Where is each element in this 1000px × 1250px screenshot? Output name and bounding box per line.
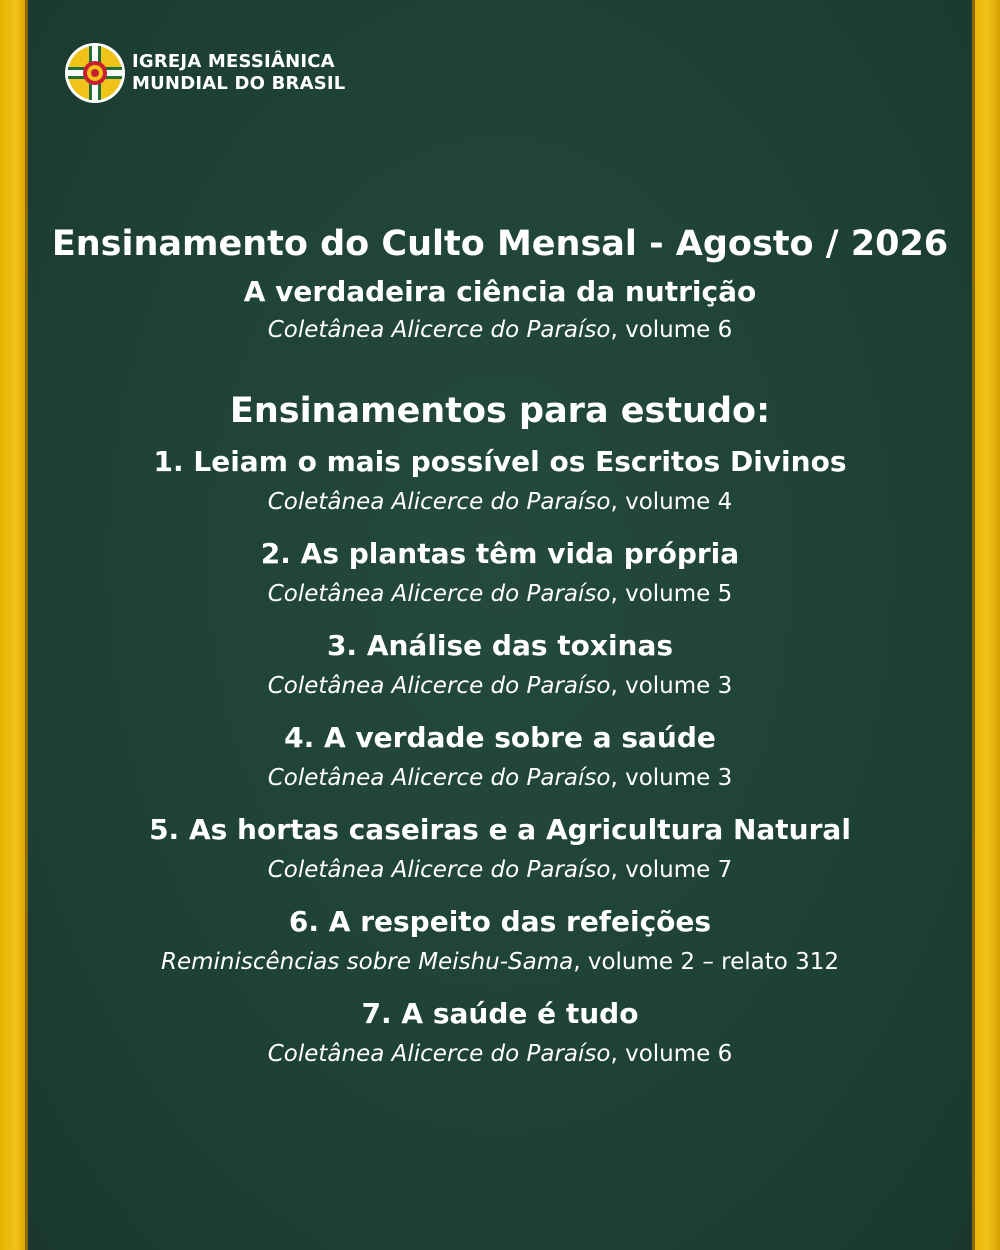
study-item [28, 898, 972, 978]
study-item [28, 530, 972, 610]
reference-volume: , volume 6 [610, 317, 733, 343]
church-logo [64, 42, 345, 104]
study-item-reference [28, 762, 972, 794]
reference-book: Coletânea Alicerce do Paraíso [267, 581, 611, 607]
reference-book: Coletânea Alicerce do Paraíso [267, 673, 611, 699]
main-content [28, 218, 972, 1070]
reference-book: Coletânea Alicerce do Paraíso [267, 1041, 611, 1067]
monthly-teaching-reference [28, 314, 972, 346]
reference-book: Coletânea Alicerce do Paraíso [267, 765, 611, 791]
study-item-reference [28, 946, 972, 978]
reference-volume: , volume 7 [610, 857, 733, 883]
study-item-reference [28, 854, 972, 886]
reference-volume: , volume 2 – relato 312 [573, 949, 840, 975]
study-item-title: 1. Leiam o mais possível os Escritos Divinos [153, 445, 847, 478]
study-item [28, 622, 972, 702]
study-heading: Ensinamentos para estudo: [229, 391, 771, 431]
reference-book: Coletânea Alicerce do Paraíso [267, 317, 611, 343]
church-name-line1: IGREJA MESSIÂNICA [132, 51, 335, 72]
reference-volume: , volume 3 [610, 765, 733, 791]
study-item-title: 7. A saúde é tudo [361, 997, 639, 1030]
study-item [28, 806, 972, 886]
study-item [28, 990, 972, 1070]
reference-volume: , volume 4 [610, 489, 733, 515]
page-title: Ensinamento do Culto Mensal - Agosto / 2026 [51, 224, 949, 264]
reference-book: Reminiscências sobre Meishu-Sama [160, 949, 574, 975]
study-item-reference [28, 578, 972, 610]
church-emblem-icon [64, 42, 126, 104]
reference-volume: , volume 5 [610, 581, 733, 607]
gold-border-right [972, 0, 1000, 1250]
study-item-reference [28, 486, 972, 518]
study-item [28, 438, 972, 518]
church-name-line2: MUNDIAL DO BRASIL [132, 73, 346, 94]
study-item-title: 4. A verdade sobre a saúde [284, 721, 716, 754]
study-item-title: 3. Análise das toxinas [326, 629, 674, 662]
study-item-reference [28, 670, 972, 702]
reference-book: Coletânea Alicerce do Paraíso [267, 489, 611, 515]
study-item-title: 6. A respeito das refeições [288, 905, 712, 938]
gold-border-left [0, 0, 28, 1250]
study-item [28, 714, 972, 794]
reference-volume: , volume 3 [610, 673, 733, 699]
study-item-title: 5. As hortas caseiras e a Agricultura Natural [149, 813, 851, 846]
study-item-reference [28, 1038, 972, 1070]
study-item-title: 2. As plantas têm vida própria [260, 537, 740, 570]
reference-volume: , volume 6 [610, 1041, 733, 1067]
church-name [132, 51, 345, 95]
study-list [28, 438, 972, 1070]
monthly-teaching-title: A verdadeira ciência da nutrição [243, 275, 757, 308]
reference-book: Coletânea Alicerce do Paraíso [267, 857, 611, 883]
